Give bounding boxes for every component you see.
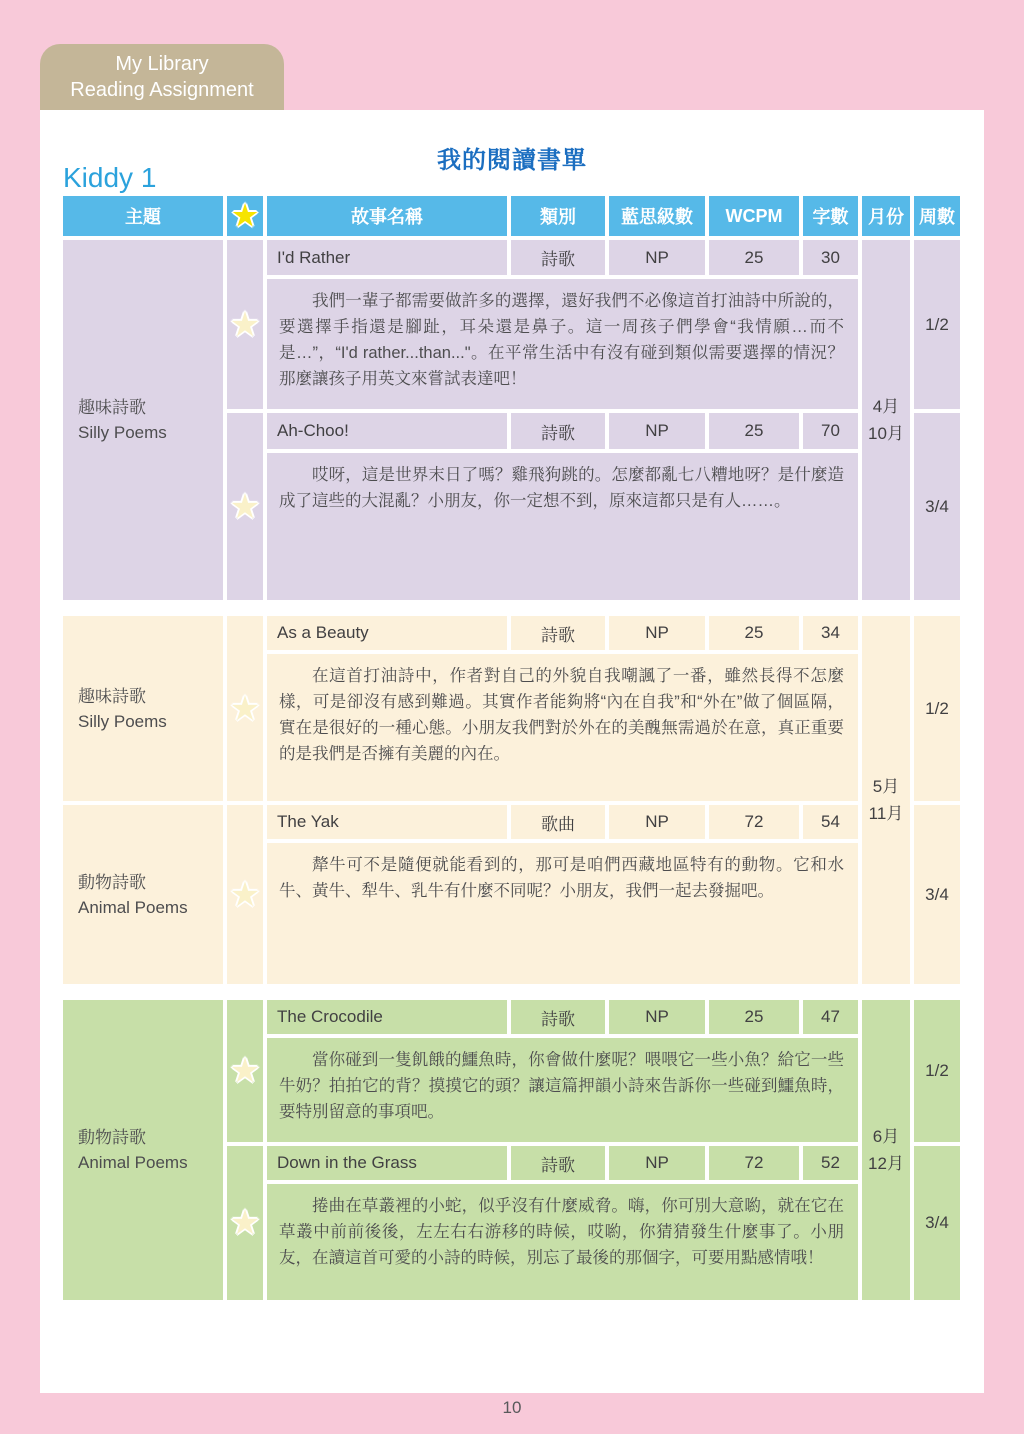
story-lexile: NP (609, 805, 705, 839)
week-cell: 1/2 (914, 240, 960, 409)
topic-cell (63, 805, 223, 984)
story-category: 詩歌 (511, 413, 605, 449)
month-line1: 5月 (872, 777, 900, 796)
story-wcpm: 72 (709, 1146, 799, 1180)
table-header-row (63, 196, 960, 236)
header-week: 周數 (914, 196, 960, 236)
header-wcpm: WCPM (709, 196, 799, 236)
topic-zh: 趣味詩歌 (78, 686, 146, 706)
story-wcpm: 25 (709, 1000, 799, 1034)
story-lexile: NP (609, 1000, 705, 1034)
topic-en: Animal Poems (78, 897, 188, 917)
section-mixed-cream (63, 616, 960, 984)
page-number: 10 (502, 1398, 522, 1417)
topic-en: Silly Poems (78, 423, 167, 442)
story-description (267, 1038, 858, 1142)
month-cell (862, 616, 910, 984)
header-star (227, 196, 263, 236)
story-category: 詩歌 (511, 616, 605, 650)
description-text: 我們一輩子都需要做許多的選擇，還好我們不必像這首打油詩中所說的，要選擇手指還是腳趾，耳朵還是鼻子。這一周孩子們學會“我情願…而不是…”，“I'd rather...than..."。在平常生活中有沒有碰到類似需要選擇的情況？那麼讓孩子用英文來嘗試表達吧！ (279, 292, 844, 388)
library-tab (40, 44, 284, 110)
topic-cell (63, 616, 223, 801)
month-line1: 4月 (872, 397, 900, 416)
month-cell (862, 240, 910, 600)
star-cell (227, 240, 263, 409)
tab-line1: My Library (115, 53, 209, 75)
story-words: 47 (803, 1000, 858, 1034)
star-cell (227, 1146, 263, 1300)
star-icon: ★ (229, 305, 261, 344)
description-text: 當你碰到一隻飢餓的鱷魚時，你會做什麼呢？喂喂它一些小魚？給它一些牛奶？拍拍它的背？摸摸它的頭？讓這篇押韻小詩來告訴你一些碰到鱷魚時，要特別留意的事項吧。 (279, 1051, 844, 1121)
week-cell: 3/4 (914, 805, 960, 984)
month-line2: 11月 (868, 804, 904, 823)
topic-en: Silly Poems (78, 711, 167, 731)
story-category: 詩歌 (511, 240, 605, 275)
story-words: 70 (803, 413, 858, 449)
story-category: 詩歌 (511, 1146, 605, 1180)
level-label: Kiddy 1 (63, 162, 157, 193)
story-description (267, 1184, 858, 1300)
star-icon: ★ (232, 200, 258, 231)
section-animal-poems-green (63, 1000, 960, 1300)
description-text: 捲曲在草叢裡的小蛇，似乎沒有什麼威脅。嗨，你可別大意喲，就在它在草叢中前前後後，左左右右游移的時候，哎喲，你猜猜發生什麼事了。小朋友，在讀這首可愛的小詩的時候，別忘了最後的那個字，可要用點感情哦！ (279, 1197, 844, 1267)
content-card (40, 110, 984, 1393)
topic-zh: 動物詩歌 (78, 1128, 146, 1147)
month-cell (862, 1000, 910, 1300)
star-cell (227, 616, 263, 801)
tab-line2: Reading Assignment (70, 79, 254, 101)
story-words: 30 (803, 240, 858, 275)
star-cell (227, 805, 263, 984)
header-topic: 主題 (63, 196, 223, 236)
star-icon: ★ (229, 487, 261, 526)
story-title: The Crocodile (267, 1000, 507, 1034)
header-category: 類別 (511, 196, 605, 236)
story-wcpm: 25 (709, 240, 799, 275)
week-cell: 3/4 (914, 1146, 960, 1300)
month-line1: 6月 (872, 1127, 900, 1146)
story-description (267, 453, 858, 600)
story-lexile: NP (609, 413, 705, 449)
story-words: 54 (803, 805, 858, 839)
star-icon: ★ (229, 689, 261, 728)
story-title: Down in the Grass (267, 1146, 507, 1180)
story-title: As a Beauty (267, 616, 507, 650)
reading-table (63, 196, 960, 1300)
description-text: 哎呀，這是世界末日了嗎？雞飛狗跳的。怎麼都亂七八糟地呀？是什麼造成了這些的大混亂？小朋友，你一定想不到，原來這都只是有人……。 (279, 466, 844, 510)
story-category: 詩歌 (511, 1000, 605, 1034)
story-words: 34 (803, 616, 858, 650)
story-category: 歌曲 (511, 805, 605, 839)
month-line2: 12月 (868, 1154, 904, 1173)
topic-cell (63, 1000, 223, 1300)
story-words: 52 (803, 1146, 858, 1180)
story-title: I'd Rather (267, 240, 507, 275)
header-story-name: 故事名稱 (267, 196, 507, 236)
story-description (267, 843, 858, 984)
week-cell: 1/2 (914, 1000, 960, 1142)
header-words: 字數 (803, 196, 858, 236)
section-silly-poems-purple (63, 240, 960, 600)
page-title: 我的閱讀書單 (437, 147, 587, 174)
description-text: 犛牛可不是隨便就能看到的，那可是咱們西藏地區特有的動物。它和水牛、黃牛、犁牛、乳牛有什麼不同呢？小朋友，我們一起去發掘吧。 (279, 856, 844, 900)
star-cell (227, 413, 263, 600)
topic-zh: 動物詩歌 (78, 872, 146, 892)
story-lexile: NP (609, 240, 705, 275)
week-cell: 3/4 (914, 413, 960, 600)
story-title: The Yak (267, 805, 507, 839)
topic-cell (63, 240, 223, 600)
star-icon: ★ (229, 875, 261, 914)
story-lexile: NP (609, 616, 705, 650)
star-icon: ★ (229, 1204, 261, 1242)
story-wcpm: 72 (709, 805, 799, 839)
story-title: Ah-Choo! (267, 413, 507, 449)
topic-zh: 趣味詩歌 (78, 398, 146, 417)
header-month: 月份 (862, 196, 910, 236)
star-cell (227, 1000, 263, 1142)
story-wcpm: 25 (709, 616, 799, 650)
description-text: 在這首打油詩中，作者對自己的外貌自我嘲諷了一番，雖然長得不怎麼樣，可是卻沒有感到難過。其實作者能夠將“內在自我”和“外在”做了個區隔，實在是很好的一種心態。小朋友我們對於外在的美醜無需過於在意，真正重要的是我們是否擁有美麗的內在。 (279, 667, 844, 763)
week-cell: 1/2 (914, 616, 960, 801)
story-description (267, 279, 858, 409)
topic-en: Animal Poems (78, 1153, 188, 1172)
star-icon: ★ (229, 1052, 261, 1090)
month-line2: 10月 (868, 424, 904, 443)
story-wcpm: 25 (709, 413, 799, 449)
story-lexile: NP (609, 1146, 705, 1180)
story-description (267, 654, 858, 801)
header-lexile: 藍思級數 (609, 196, 705, 236)
